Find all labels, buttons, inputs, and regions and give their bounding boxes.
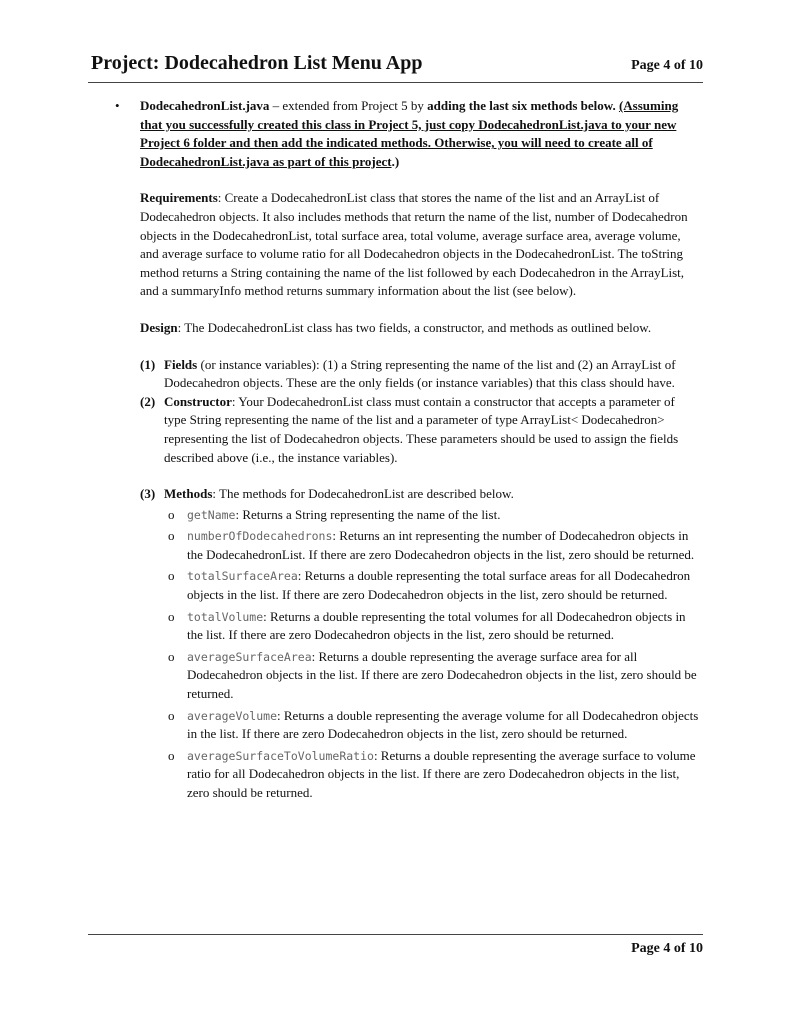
method-name: numberOfDodecahedrons [187, 529, 333, 544]
method-item-getname [164, 506, 700, 525]
method-name: averageVolume [187, 708, 278, 723]
requirements-paragraph [140, 189, 700, 301]
page-footer [88, 934, 703, 956]
method-desc: : Returns a double representing the average surface area for all Dodecahedron objects in the list. If there are zero Dodecahedron objects in the list, zero should be returned. [187, 648, 697, 702]
list-item-methods [140, 485, 700, 803]
method-name: averageSurfaceToVolumeRatio [187, 748, 374, 763]
circle-bullet-icon: o [168, 528, 175, 544]
method-item-averagevolume [164, 707, 700, 744]
list-item-constructor [140, 393, 700, 467]
method-item-averagesurfacearea [164, 648, 700, 704]
requirements-label: Requirements [140, 190, 218, 206]
intro-underlined-note: (Assuming that you successfully created this class in Project 5, just copy DodecahedronList.java to your new Project 6 folder and then add the indicated methods. Otherwise, you will need to create all of DodecahedronList.java as part of this project [140, 98, 679, 169]
bullet-item-dodecahedronlist [112, 97, 700, 803]
method-desc: : Returns a double representing the average surface to volume ratio for all Dodecahedron objects in the list. If there are zero Dodecahedron objects in the list, zero should be returned. [187, 747, 696, 800]
intro-dash-text: – extended from Project 5 by [269, 98, 428, 113]
intro-bold-text: adding the last six methods below. [427, 98, 616, 113]
item-text: (or instance variables): (1) a String representing the name of the list and (2) an ArrayList of Dodecahedron objects. These are the only fields (or instance variables) that this class should have. [164, 356, 676, 391]
intro-paragraph [140, 97, 700, 171]
method-name: averageSurfaceArea [187, 649, 312, 664]
circle-bullet-icon: o [168, 707, 175, 723]
intro-filename: DodecahedronList.java [140, 98, 270, 113]
document-title: Project: Dodecahedron List Menu App [91, 52, 423, 74]
circle-bullet-icon: o [168, 506, 175, 522]
design-text: : The DodecahedronList class has two fields, a constructor, and methods as outlined below. [177, 319, 652, 335]
circle-bullet-icon: o [168, 568, 175, 584]
bullet-icon: • [115, 98, 120, 113]
item-label: Methods [164, 486, 213, 502]
design-label: Design [140, 319, 178, 335]
circle-bullet-icon: o [168, 608, 175, 624]
method-item-totalvolume [164, 608, 700, 645]
circle-bullet-icon: o [168, 648, 175, 664]
method-item-averagesurfacetovolumeratio [164, 747, 700, 803]
method-desc: : Returns a double representing the total volumes for all Dodecahedron objects in the list. If there are zero Dodecahedron objects in the list, zero should be returned. [187, 608, 686, 643]
design-paragraph [140, 319, 700, 338]
method-desc: : Returns a String representing the name of the list. [235, 506, 501, 522]
requirements-text: : Create a DodecahedronList class that stores the name of the list and an ArrayList of Dodecahedron objects. It also includes methods that return the name of the list, number of Dodecahedron objects in the DodecahedronList, total surface area, total volume, average surface area, average volume, and average surface to volume ratio for all Dodecahedron objects in the DodecahedronList. The toString method returns a String containing the name of the list followed by each Dodecahedron in the ArrayList, and a summaryInfo method returns summary information about the list (see below). [140, 190, 688, 299]
method-desc: : Returns a double representing the average volume for all Dodecahedron objects in the list. If there are zero Dodecahedron objects in the list, zero should be returned. [187, 707, 699, 742]
list-item-fields [140, 356, 700, 393]
method-name: getName [187, 507, 236, 522]
intro-note-end: .) [391, 153, 400, 169]
method-desc: : Returns a double representing the total surface areas for all Dodecahedron objects in the list. If there are zero Dodecahedron objects in the list, zero should be returned. [187, 568, 691, 603]
methods-list [164, 506, 700, 803]
method-item-numberofdodecahedrons [164, 527, 700, 564]
item-label: Constructor [164, 393, 232, 409]
method-item-totalsurfacearea [164, 567, 700, 604]
page-number-top: Page 4 of 10 [631, 58, 703, 73]
item-label: Fields [164, 356, 198, 372]
document-body [112, 97, 700, 806]
item-number: (1) [140, 356, 156, 372]
circle-bullet-icon: o [168, 747, 175, 763]
numbered-list [140, 356, 700, 803]
item-number: (2) [140, 393, 156, 409]
method-desc: : Returns an int representing the number of Dodecahedron objects in the DodecahedronList. If there are zero Dodecahedron objects in the list, zero should be returned. [187, 528, 695, 562]
item-number: (3) [140, 486, 156, 502]
method-name: totalVolume [187, 609, 264, 624]
method-name: totalSurfaceArea [187, 569, 298, 584]
page-header [88, 50, 703, 83]
item-text: : Your DodecahedronList class must contain a constructor that accepts a parameter of type String representing the name of the list and a parameter of type ArrayList< Dodecahedron> representing the list of Dodecahedron objects. These parameters should be used to assign the fields described above (i.e., the instance variables). [164, 393, 679, 465]
page-number-bottom: Page 4 of 10 [631, 941, 703, 956]
item-text: : The methods for DodecahedronList are described below. [212, 486, 514, 502]
